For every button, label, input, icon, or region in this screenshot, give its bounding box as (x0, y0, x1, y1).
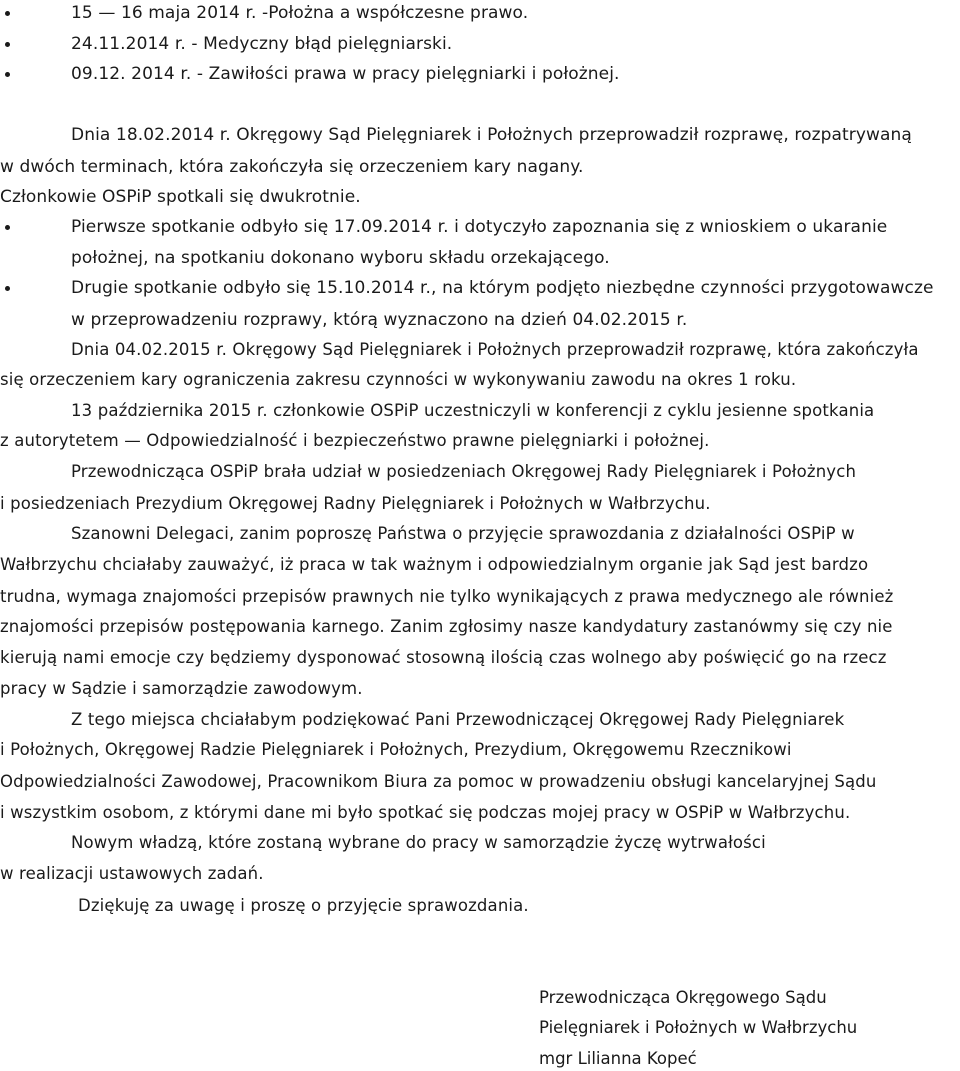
body-line: i posiedzeniach Prezydium Okręgowej Radny Pielęgniarek i Położnych w Wałbrzychu. (0, 494, 711, 513)
court-paragraph-line: Członkowie OSPiP spotkali się dwukrotnie. (0, 187, 361, 207)
bullet-icon (5, 11, 10, 16)
bullet-icon (5, 286, 10, 291)
body-line: Odpowiedzialności Zawodowej, Pracownikom Biura za pomoc w prowadzeniu obsługi kancelaryjnej Sądu (0, 772, 877, 791)
body-line: Dnia 04.02.2015 r. Okręgowy Sąd Pielęgniarek i Położnych przeprowadził rozprawę, która zakończyła (71, 340, 919, 359)
body-line: Nowym władzą, które zostaną wybrane do pracy w samorządzie życzę wytrwałości (71, 833, 766, 852)
signature-institution: Pielęgniarek i Położnych w Wałbrzychu (539, 1018, 858, 1037)
meeting-line: położnej, na spotkaniu dokonano wyboru składu orzekającego. (71, 248, 610, 268)
meeting-line: Drugie spotkanie odbyło się 15.10.2014 r., na którym podjęto niezbędne czynności przygotowawcze (71, 278, 934, 298)
body-line: znajomości przepisów postępowania karnego. Zanim zgłosimy nasze kandydatury zastanówmy się czy nie (0, 617, 893, 636)
bullet-icon (5, 225, 10, 230)
signature-title: Przewodnicząca Okręgowego Sądu (539, 988, 827, 1007)
body-line: i wszystkim osobom, z którymi dane mi było spotkać się podczas mojej pracy w OSPiP w Wałbrzychu. (0, 803, 851, 822)
body-line: Przewodnicząca OSPiP brała udział w posiedzeniach Okręgowej Rady Pielęgniarek i Położnych (71, 462, 857, 481)
body-line: Szanowni Delegaci, zanim poproszę Państwa o przyjęcie sprawozdania z działalności OSPiP w (71, 524, 855, 543)
court-paragraph-line: w dwóch terminach, która zakończyła się orzeczeniem kary nagany. (0, 157, 584, 177)
body-line: w realizacji ustawowych zadań. (0, 864, 264, 883)
body-line: pracy w Sądzie i samorządzie zawodowym. (0, 679, 363, 698)
body-line: Wałbrzychu chciałaby zauważyć, iż praca w tak ważnym i odpowiedzialnym organie jak Sąd jest bardzo (0, 555, 869, 574)
body-line: z autorytetem — Odpowiedzialność i bezpieczeństwo prawne pielęgniarki i położnej. (0, 431, 710, 450)
meeting-line: w przeprowadzeniu rozprawy, którą wyznaczono na dzień 04.02.2015 r. (71, 310, 688, 330)
event-item: 15 — 16 maja 2014 r. -Położna a współczesne prawo. (71, 3, 529, 23)
signature-name: mgr Lilianna Kopeć (539, 1049, 697, 1068)
closing-line: Dziękuję za uwagę i proszę o przyjęcie sprawozdania. (78, 896, 529, 915)
event-item: 24.11.2014 r. - Medyczny błąd pielęgniarski. (71, 34, 453, 54)
event-item: 09.12. 2014 r. - Zawiłości prawa w pracy pielęgniarki i położnej. (71, 64, 620, 84)
body-line: trudna, wymaga znajomości przepisów prawnych nie tylko wynikających z prawa medycznego ale również (0, 587, 894, 606)
court-paragraph-line: Dnia 18.02.2014 r. Okręgowy Sąd Pielęgniarek i Położnych przeprowadził rozprawę, rozpatrywaną (71, 125, 912, 145)
body-line: i Położnych, Okręgowej Radzie Pielęgniarek i Położnych, Prezydium, Okręgowemu Rzecznikowi (0, 740, 792, 759)
meeting-line: Pierwsze spotkanie odbyło się 17.09.2014 r. i dotyczyło zapoznania się z wnioskiem o ukaranie (71, 217, 888, 237)
bullet-icon (5, 72, 10, 77)
body-line: 13 października 2015 r. członkowie OSPiP uczestniczyli w konferencji z cyklu jesienne spotkania (71, 401, 875, 420)
body-line: kierują nami emocje czy będziemy dysponować stosowną ilością czas wolnego aby poświęcić go na rzecz (0, 648, 887, 667)
body-line: Z tego miejsca chciałabym podziękować Pani Przewodniczącej Okręgowej Rady Pielęgniarek (71, 710, 845, 729)
bullet-icon (5, 42, 10, 47)
body-line: się orzeczeniem kary ograniczenia zakresu czynności w wykonywaniu zawodu na okres 1 roku. (0, 370, 797, 389)
